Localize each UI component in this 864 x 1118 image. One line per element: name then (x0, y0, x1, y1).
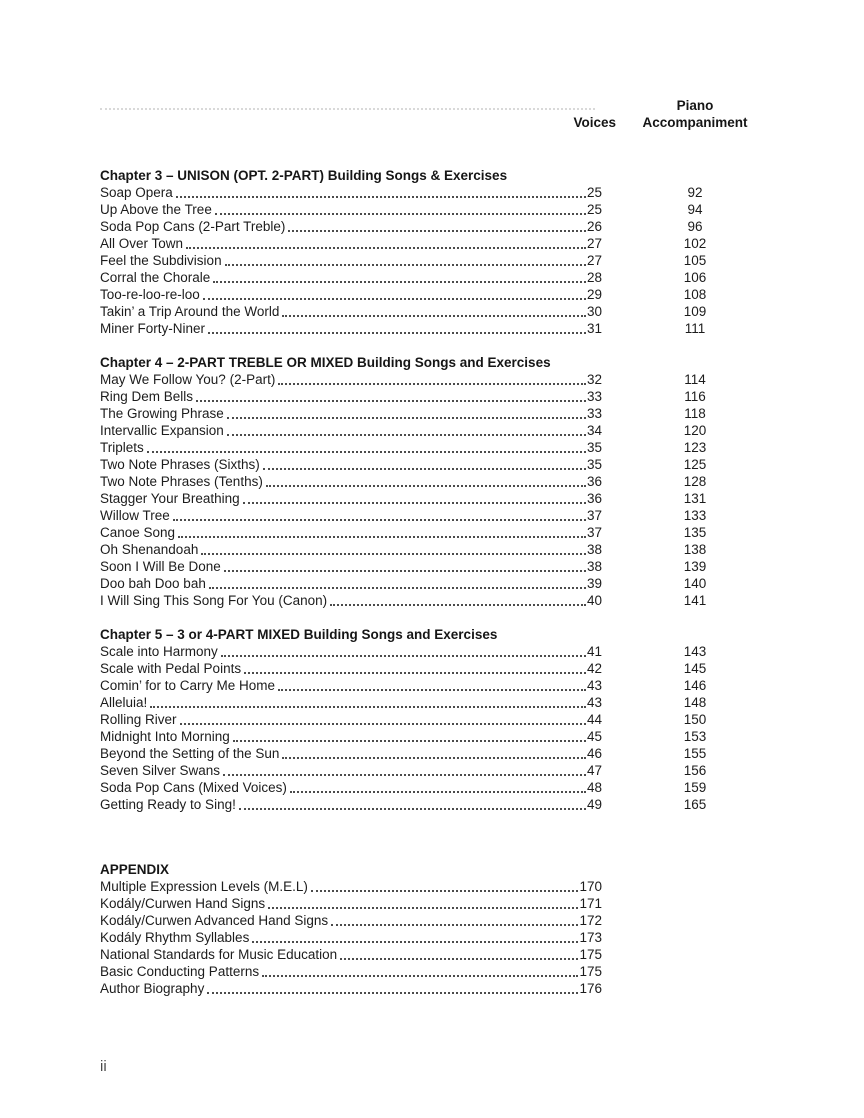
section-heading: Chapter 4 – 2-PART TREBLE OR MIXED Building Songs and Exercises (100, 355, 551, 370)
entry-title: Triplets (100, 440, 144, 455)
voices-page-number: 35 (586, 457, 602, 472)
piano-page-number: 109 (683, 304, 707, 319)
dot-leader (203, 298, 586, 300)
section-heading: Chapter 5 – 3 or 4-PART MIXED Building Songs and Exercises (100, 627, 498, 642)
toc-section (100, 626, 788, 813)
piano-page-number: 159 (683, 780, 707, 795)
toc-entry (100, 558, 788, 575)
entry-main (100, 286, 602, 303)
entry-title: I Will Sing This Song For You (Canon) (100, 593, 328, 608)
entry-title: Up Above the Tree (100, 202, 212, 217)
piano-page-number: 146 (683, 678, 707, 693)
voices-page-number: 47 (586, 763, 602, 778)
piano-page-number: 118 (684, 406, 706, 421)
piano-page-number: 145 (683, 661, 707, 676)
entry-main (100, 643, 602, 660)
piano-page-number: 135 (683, 525, 707, 540)
voices-page-number: 171 (579, 896, 602, 911)
dot-leader (290, 791, 586, 793)
header-row-piano (100, 97, 788, 114)
entry-main (100, 303, 602, 320)
voices-page-number: 37 (586, 525, 602, 540)
piano-page-number: 108 (683, 287, 707, 302)
piano-page-number: 102 (683, 236, 707, 251)
entry-title: Miner Forty-Niner (100, 321, 206, 336)
dot-leader (201, 553, 586, 555)
toc-entry (100, 592, 788, 609)
entry-main (100, 796, 602, 813)
voices-header-label: Voices (573, 115, 616, 130)
dot-leader (208, 332, 586, 334)
toc-entry (100, 963, 788, 980)
toc-entry (100, 541, 788, 558)
entry-main (100, 963, 602, 980)
piano-page-number: 125 (683, 457, 707, 472)
entry-main (100, 779, 602, 796)
entry-title: Two Note Phrases (Sixths) (100, 457, 260, 472)
dot-leader (196, 400, 586, 402)
toc-entry (100, 252, 788, 269)
dot-leader (223, 774, 586, 776)
toc-entry (100, 184, 788, 201)
piano-page-number (602, 912, 788, 929)
entry-title: Midnight Into Morning (100, 729, 230, 744)
toc-entry (100, 575, 788, 592)
section-heading: Chapter 3 – UNISON (OPT. 2-PART) Building Songs & Exercises (100, 168, 508, 183)
piano-page-number: 92 (687, 185, 703, 200)
piano-page-number (602, 963, 788, 980)
piano-page-number (602, 980, 788, 997)
toc-entry (100, 946, 788, 963)
voices-page-number: 30 (586, 304, 602, 319)
voices-page-number: 175 (579, 947, 602, 962)
toc-section (100, 354, 788, 609)
piano-page-number: 105 (683, 253, 707, 268)
toc-column-headers (100, 97, 788, 131)
entry-title: Rolling River (100, 712, 177, 727)
toc-entry (100, 218, 788, 235)
entry-main (100, 728, 602, 745)
dot-leader (278, 383, 586, 385)
dot-leader (288, 230, 586, 232)
voices-page-number: 26 (586, 219, 602, 234)
entry-title: Soap Opera (100, 185, 173, 200)
toc-entry (100, 728, 788, 745)
entry-title: All Over Town (100, 236, 184, 251)
voices-page-number: 39 (586, 576, 602, 591)
piano-page-number: 153 (683, 729, 707, 744)
voices-page-number: 34 (586, 423, 602, 438)
dot-leader (225, 264, 586, 266)
entry-title: Beyond the Setting of the Sun (100, 746, 280, 761)
entry-main (100, 980, 602, 997)
entry-main (100, 762, 602, 779)
toc-entry (100, 980, 788, 997)
voices-page-number: 48 (586, 780, 602, 795)
voices-page-number: 38 (586, 542, 602, 557)
voices-page-number: 36 (586, 474, 602, 489)
entry-title: Two Note Phrases (Tenths) (100, 474, 263, 489)
toc-entry (100, 405, 788, 422)
toc-entry (100, 524, 788, 541)
entry-title: Multiple Expression Levels (M.E.L) (100, 879, 308, 894)
header-row-voices-accompaniment (100, 114, 788, 131)
entry-main (100, 558, 602, 575)
toc-entry (100, 779, 788, 796)
piano-page-number: 94 (687, 202, 703, 217)
page-number: ii (100, 1058, 107, 1075)
voices-page-number: 28 (586, 270, 602, 285)
entry-title: Intervallic Expansion (100, 423, 224, 438)
piano-page-number: 139 (683, 559, 707, 574)
dot-leader (176, 196, 586, 198)
toc-entry (100, 388, 788, 405)
dot-leader (180, 723, 586, 725)
dot-leader (331, 924, 578, 926)
entry-title: Corral the Chorale (100, 270, 211, 285)
piano-page-number: 165 (683, 797, 707, 812)
toc-entry (100, 878, 788, 895)
section-heading: APPENDIX (100, 862, 170, 877)
voices-page-number: 170 (579, 879, 602, 894)
voices-page-number: 29 (586, 287, 602, 302)
entry-title: The Growing Phrase (100, 406, 224, 421)
entry-main (100, 371, 602, 388)
entry-title: Takin’ a Trip Around the World (100, 304, 280, 319)
piano-page-number: 143 (683, 644, 707, 659)
voices-page-number: 25 (586, 185, 602, 200)
entry-title: National Standards for Music Education (100, 947, 338, 962)
piano-page-number: 155 (683, 746, 707, 761)
dot-leader (263, 468, 586, 470)
voices-page-number: 43 (586, 678, 602, 693)
voices-page-number: 42 (586, 661, 602, 676)
piano-page-number: 106 (683, 270, 707, 285)
piano-page-number: 116 (684, 389, 706, 404)
toc-entry (100, 201, 788, 218)
toc-sections (100, 167, 788, 997)
entry-main (100, 711, 602, 728)
toc-section (100, 861, 788, 997)
entry-main (100, 524, 602, 541)
entry-title: Seven Silver Swans (100, 763, 221, 778)
entry-title: Author Biography (100, 981, 205, 996)
dot-leader (147, 451, 586, 453)
dot-leader (186, 247, 586, 249)
entry-title: Soda Pop Cans (Mixed Voices) (100, 780, 287, 795)
toc-entry (100, 762, 788, 779)
entry-title: Willow Tree (100, 508, 170, 523)
voices-page-number: 27 (586, 236, 602, 251)
piano-page-number: 141 (683, 593, 707, 608)
piano-page-number: 133 (683, 508, 707, 523)
piano-page-number: 131 (683, 491, 707, 506)
entry-main (100, 269, 602, 286)
entry-main (100, 388, 602, 405)
voices-page-number: 175 (579, 964, 602, 979)
dot-leader (227, 417, 586, 419)
voices-page-number: 172 (579, 913, 602, 928)
entry-title: Alleluia! (100, 695, 148, 710)
piano-page-number: 150 (683, 712, 707, 727)
entry-title: Kodály Rhythm Syllables (100, 930, 250, 945)
entry-title: Scale with Pedal Points (100, 661, 242, 676)
entry-main (100, 929, 602, 946)
dot-leader (207, 992, 578, 994)
entry-main (100, 677, 602, 694)
dot-leader (311, 890, 579, 892)
dot-leader (244, 672, 586, 674)
toc-entry (100, 235, 788, 252)
piano-page-number: 128 (683, 474, 707, 489)
voices-page-number: 27 (586, 253, 602, 268)
toc-entry (100, 303, 788, 320)
entry-main (100, 878, 602, 895)
entry-main (100, 507, 602, 524)
toc-section (100, 167, 788, 337)
dot-leader (268, 907, 578, 909)
entry-title: Basic Conducting Patterns (100, 964, 260, 979)
entry-main (100, 946, 602, 963)
entry-title: Ring Dem Bells (100, 389, 194, 404)
entry-main (100, 473, 602, 490)
toc-entry (100, 286, 788, 303)
dot-leader (221, 655, 586, 657)
voices-page-number: 31 (586, 321, 602, 336)
dot-leader (209, 587, 586, 589)
voices-page-number: 176 (579, 981, 602, 996)
piano-page-number: 123 (683, 440, 707, 455)
entry-main (100, 218, 602, 235)
dot-leader (178, 536, 586, 538)
entry-title: Too-re-loo-re-loo (100, 287, 200, 302)
entry-main (100, 745, 602, 762)
piano-page-number (602, 878, 788, 895)
leader-line (100, 108, 595, 110)
toc-entry (100, 745, 788, 762)
entry-main (100, 422, 602, 439)
entry-main (100, 912, 602, 929)
voices-page-number: 33 (586, 406, 602, 421)
toc-entry (100, 456, 788, 473)
voices-page-number: 38 (586, 559, 602, 574)
dot-leader (173, 519, 586, 521)
piano-header-label: Piano (676, 98, 714, 113)
entry-title: Scale into Harmony (100, 644, 218, 659)
accompaniment-header-label: Accompaniment (642, 115, 748, 130)
entry-title: Comin’ for to Carry Me Home (100, 678, 276, 693)
dot-leader (266, 485, 586, 487)
entry-main (100, 405, 602, 422)
dot-leader (330, 604, 586, 606)
piano-page-number: 111 (684, 321, 706, 336)
dot-leader (262, 975, 578, 977)
entry-title: Soda Pop Cans (2-Part Treble) (100, 219, 286, 234)
entry-main (100, 694, 602, 711)
toc-container (100, 97, 788, 997)
entry-title: May We Follow You? (2-Part) (100, 372, 276, 387)
voices-page-number: 173 (579, 930, 602, 945)
voices-page-number: 49 (586, 797, 602, 812)
toc-entry (100, 473, 788, 490)
dot-leader (243, 502, 586, 504)
dot-leader (224, 570, 586, 572)
voices-page-number: 33 (586, 389, 602, 404)
dot-leader (233, 740, 586, 742)
entry-title: Kodály/Curwen Hand Signs (100, 896, 266, 911)
toc-entry (100, 711, 788, 728)
entry-title: Kodály/Curwen Advanced Hand Signs (100, 913, 329, 928)
piano-page-number (602, 929, 788, 946)
toc-entry (100, 269, 788, 286)
toc-entry (100, 796, 788, 813)
voices-page-number: 32 (586, 372, 602, 387)
dot-leader (227, 434, 586, 436)
piano-page-number (602, 895, 788, 912)
toc-entry (100, 507, 788, 524)
voices-page-number: 35 (586, 440, 602, 455)
piano-page-number: 156 (683, 763, 707, 778)
dot-leader (239, 808, 586, 810)
entry-main (100, 456, 602, 473)
entry-main (100, 439, 602, 456)
voices-page-number: 45 (586, 729, 602, 744)
piano-page-number: 120 (683, 423, 707, 438)
toc-entry (100, 929, 788, 946)
piano-page-number: 148 (683, 695, 707, 710)
entry-main (100, 490, 602, 507)
dot-leader (282, 757, 586, 759)
dot-leader (282, 315, 586, 317)
toc-entry (100, 422, 788, 439)
entry-title: Stagger Your Breathing (100, 491, 240, 506)
entry-main (100, 895, 602, 912)
voices-page-number: 36 (586, 491, 602, 506)
toc-entry (100, 694, 788, 711)
voices-page-number: 40 (586, 593, 602, 608)
entry-main (100, 660, 602, 677)
dot-leader (150, 706, 586, 708)
dot-leader (213, 281, 586, 283)
voices-page-number: 25 (586, 202, 602, 217)
entry-title: Getting Ready to Sing! (100, 797, 236, 812)
piano-page-number: 114 (684, 372, 706, 387)
toc-entry (100, 439, 788, 456)
piano-page-number: 140 (683, 576, 707, 591)
toc-entry (100, 912, 788, 929)
entry-title: Canoe Song (100, 525, 176, 540)
entry-main (100, 235, 602, 252)
entry-title: Feel the Subdivision (100, 253, 222, 268)
piano-page-number: 96 (687, 219, 703, 234)
entry-main (100, 592, 602, 609)
toc-entry (100, 895, 788, 912)
voices-page-number: 37 (586, 508, 602, 523)
entry-title: Oh Shenandoah (100, 542, 199, 557)
piano-page-number: 138 (683, 542, 707, 557)
entry-main (100, 184, 602, 201)
entry-main (100, 575, 602, 592)
entry-main (100, 320, 602, 337)
toc-entry (100, 677, 788, 694)
entry-main (100, 252, 602, 269)
piano-page-number (602, 946, 788, 963)
toc-entry (100, 490, 788, 507)
voices-page-number: 43 (586, 695, 602, 710)
toc-entry (100, 371, 788, 388)
entry-main (100, 201, 602, 218)
dot-leader (215, 213, 586, 215)
dot-leader (340, 958, 578, 960)
toc-entry (100, 320, 788, 337)
voices-page-number: 46 (586, 746, 602, 761)
toc-entry (100, 643, 788, 660)
voices-page-number: 41 (586, 644, 602, 659)
entry-title: Soon I Will Be Done (100, 559, 221, 574)
dot-leader (252, 941, 578, 943)
voices-page-number: 44 (586, 712, 602, 727)
dot-leader (278, 689, 586, 691)
entry-main (100, 541, 602, 558)
entry-title: Doo bah Doo bah (100, 576, 206, 591)
toc-entry (100, 660, 788, 677)
